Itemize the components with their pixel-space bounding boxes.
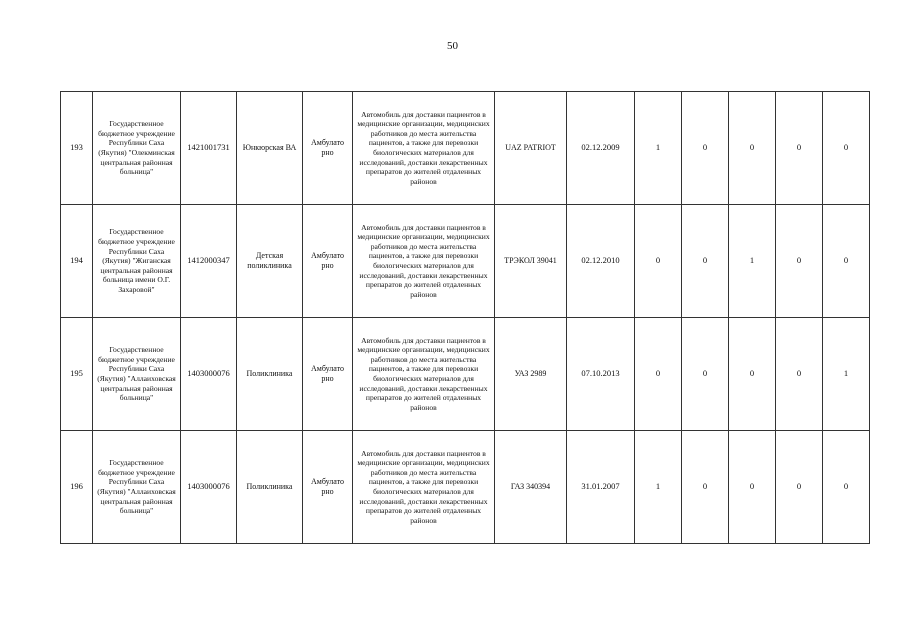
date-cell: 07.10.2013 [567, 318, 635, 431]
inn-cell: 1412000347 [181, 205, 237, 318]
count-cell-3: 1 [729, 205, 776, 318]
count-cell-4: 0 [776, 205, 823, 318]
department-cell: Детская поликлиника [237, 205, 303, 318]
purpose-cell: Автомобиль для доставки пациентов в медицинские организации, медицинских работников до места жительства пациентов, а также для перевозки биологических материалов для исследований, доставки лекарственных препаратов до жителей отдаленных районов [353, 431, 495, 544]
purpose-cell: Автомобиль для доставки пациентов в медицинские организации, медицинских работников до места жительства пациентов, а также для перевозки биологических материалов для исследований, доставки лекарственных препаратов до жителей отдаленных районов [353, 318, 495, 431]
care-type-cell: Амбулато рно [303, 92, 353, 205]
organization-name: Государственное бюджетное учреждение Республики Саха (Якутия) "Жиганская центральная районная больница имени О.Г. Захаровой" [93, 205, 181, 318]
vehicle-model-cell: ТРЭКОЛ 39041 [495, 205, 567, 318]
vehicle-model-cell: UAZ PATRIOT [495, 92, 567, 205]
organization-name: Государственное бюджетное учреждение Республики Саха (Якутия) "Олекминская центральная районная больница" [93, 92, 181, 205]
count-cell-1: 0 [635, 205, 682, 318]
count-cell-1: 1 [635, 92, 682, 205]
organization-name: Государственное бюджетное учреждение Республики Саха (Якутия) "Аллаиховская центральная районная больница" [93, 318, 181, 431]
date-cell: 02.12.2010 [567, 205, 635, 318]
count-cell-1: 1 [635, 431, 682, 544]
vehicle-model-cell: УАЗ 2989 [495, 318, 567, 431]
inn-cell: 1403000076 [181, 431, 237, 544]
row-index: 194 [61, 205, 93, 318]
inn-cell: 1421001731 [181, 92, 237, 205]
date-cell: 02.12.2009 [567, 92, 635, 205]
count-cell-2: 0 [682, 92, 729, 205]
care-type-cell: Амбулато рно [303, 205, 353, 318]
count-cell-4: 0 [776, 431, 823, 544]
table-row [61, 318, 870, 431]
inn-cell: 1403000076 [181, 318, 237, 431]
row-index: 193 [61, 92, 93, 205]
vehicle-model-cell: ГАЗ 340394 [495, 431, 567, 544]
vehicles-table [60, 91, 870, 544]
count-cell-5: 1 [823, 318, 870, 431]
date-cell: 31.01.2007 [567, 431, 635, 544]
count-cell-1: 0 [635, 318, 682, 431]
count-cell-2: 0 [682, 431, 729, 544]
purpose-cell: Автомобиль для доставки пациентов в медицинские организации, медицинских работников до места жительства пациентов, а также для перевозки биологических материалов для исследований, доставки лекарственных препаратов до жителей отдаленных районов [353, 92, 495, 205]
count-cell-2: 0 [682, 205, 729, 318]
row-index: 195 [61, 318, 93, 431]
count-cell-5: 0 [823, 92, 870, 205]
department-cell: Поликлиника [237, 318, 303, 431]
organization-name: Государственное бюджетное учреждение Республики Саха (Якутия) "Аллаиховская центральная районная больница" [93, 431, 181, 544]
care-type-cell: Амбулато рно [303, 431, 353, 544]
count-cell-5: 0 [823, 205, 870, 318]
page-number: 50 [447, 40, 458, 52]
table-row [61, 205, 870, 318]
count-cell-3: 0 [729, 318, 776, 431]
department-cell: Юнкюрская ВА [237, 92, 303, 205]
row-index: 196 [61, 431, 93, 544]
count-cell-3: 0 [729, 431, 776, 544]
count-cell-4: 0 [776, 318, 823, 431]
count-cell-4: 0 [776, 92, 823, 205]
table-row [61, 92, 870, 205]
count-cell-3: 0 [729, 92, 776, 205]
count-cell-2: 0 [682, 318, 729, 431]
table-row [61, 431, 870, 544]
purpose-cell: Автомобиль для доставки пациентов в медицинские организации, медицинских работников до места жительства пациентов, а также для перевозки биологических материалов для исследований, доставки лекарственных препаратов до жителей отдаленных районов [353, 205, 495, 318]
care-type-cell: Амбулато рно [303, 318, 353, 431]
count-cell-5: 0 [823, 431, 870, 544]
department-cell: Поликлиника [237, 431, 303, 544]
